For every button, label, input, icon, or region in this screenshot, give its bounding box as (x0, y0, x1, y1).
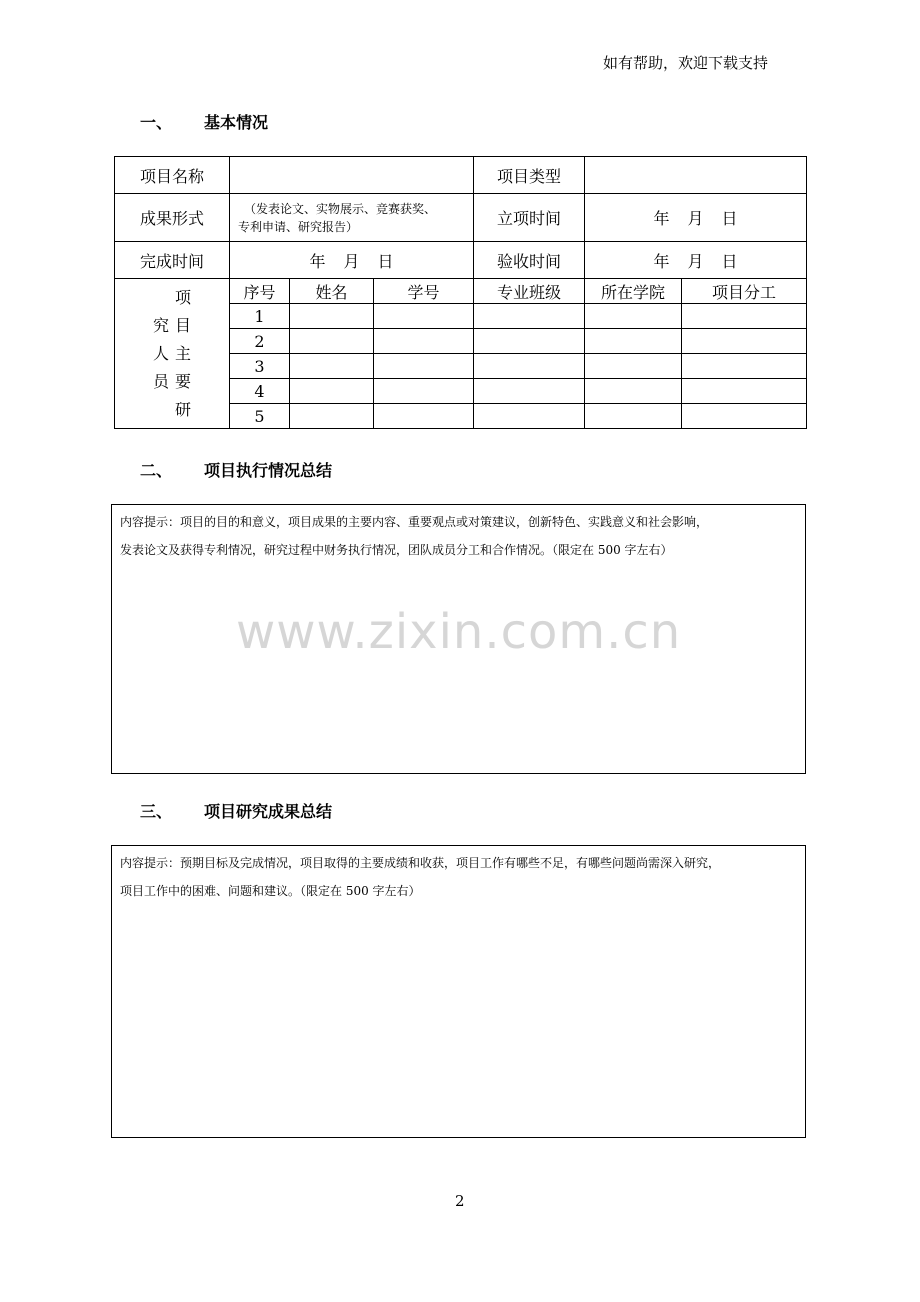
member-role-cell[interactable] (682, 329, 807, 354)
watermark-text: www.zixin.com.cn (236, 604, 682, 660)
accept-time-label: 验收时间 (474, 242, 585, 279)
date-year: 年 (309, 251, 326, 271)
member-name-cell[interactable] (290, 404, 374, 429)
members-label (115, 279, 230, 429)
result-form-label: 成果形式 (115, 194, 230, 242)
section-title-execution (140, 458, 332, 481)
members-label-char: 究 (152, 315, 169, 335)
member-id-cell[interactable] (374, 354, 474, 379)
accept-time-value[interactable] (585, 242, 807, 279)
member-class-cell[interactable] (474, 304, 585, 329)
header-major-class: 专业班级 (474, 279, 585, 304)
members-label-char: 员 (152, 371, 169, 391)
member-role-cell[interactable] (682, 304, 807, 329)
start-time-value[interactable] (585, 194, 807, 242)
section-number: 三、 (140, 802, 173, 821)
member-name-cell[interactable] (290, 304, 374, 329)
execution-hint-line1: 内容提示：项目的目的和意义，项目成果的主要内容、重要观点或对策建议，创新特色、实践意义和社会影响， (120, 515, 709, 529)
date-year: 年 (653, 251, 670, 271)
project-type-label: 项目类型 (474, 157, 585, 194)
members-label-char: 要 (174, 371, 191, 391)
section-title-text: 项目执行情况总结 (204, 461, 333, 480)
members-label-col2 (150, 284, 172, 396)
members-label-col1 (172, 284, 194, 424)
member-class-cell[interactable] (474, 354, 585, 379)
member-id-cell[interactable] (374, 379, 474, 404)
member-class-cell[interactable] (474, 329, 585, 354)
members-label-char: 项 (174, 287, 191, 307)
header-college: 所在学院 (585, 279, 682, 304)
result-form-hint-line2: 专利申请、研究报告） (238, 219, 359, 234)
basic-info-table (114, 156, 807, 429)
member-name-cell[interactable] (290, 379, 374, 404)
member-name-cell[interactable] (290, 354, 374, 379)
member-id-cell[interactable] (374, 329, 474, 354)
section-title-text: 项目研究成果总结 (204, 802, 333, 821)
finish-time-label: 完成时间 (115, 242, 230, 279)
members-label-char: 目 (174, 315, 191, 335)
date-day: 日 (721, 251, 738, 271)
members-label-char: 人 (152, 343, 169, 363)
member-class-cell[interactable] (474, 379, 585, 404)
date-day: 日 (377, 251, 394, 271)
section-title-text: 基本情况 (204, 113, 269, 132)
header-student-id: 学号 (374, 279, 474, 304)
section-title-results (140, 799, 332, 822)
date-year: 年 (653, 209, 670, 228)
member-college-cell[interactable] (585, 354, 682, 379)
member-index: 3 (230, 354, 290, 379)
results-hint-line2: 项目工作中的困难、问题和建议。（限定在 500 字左右） (120, 884, 421, 898)
project-name-label: 项目名称 (115, 157, 230, 194)
header-name: 姓名 (290, 279, 374, 304)
result-form-hint-line1: （发表论文、实物展示、竞赛获奖、 (244, 201, 437, 216)
members-label-char: 研 (174, 399, 191, 419)
result-form-value[interactable] (230, 194, 474, 242)
execution-hint-line2: 发表论文及获得专利情况，研究过程中财务执行情况，团队成员分工和合作情况。（限定在 500 字左右） (120, 543, 673, 557)
section-title-basic (140, 110, 268, 133)
date-month: 月 (687, 209, 704, 228)
member-id-cell[interactable] (374, 404, 474, 429)
member-index: 4 (230, 379, 290, 404)
section-number: 二、 (140, 461, 173, 480)
member-role-cell[interactable] (682, 354, 807, 379)
member-role-cell[interactable] (682, 379, 807, 404)
member-name-cell[interactable] (290, 329, 374, 354)
results-summary-box[interactable] (111, 845, 806, 1138)
member-college-cell[interactable] (585, 404, 682, 429)
member-college-cell[interactable] (585, 304, 682, 329)
date-day: 日 (721, 209, 738, 228)
start-time-label: 立项时间 (474, 194, 585, 242)
member-college-cell[interactable] (585, 379, 682, 404)
page-number: 2 (455, 1192, 465, 1210)
project-name-value[interactable] (230, 157, 474, 194)
header-note: 如有帮助，欢迎下载支持 (603, 54, 769, 72)
member-index: 1 (230, 304, 290, 329)
results-hint-line1: 内容提示：预期目标及完成情况，项目取得的主要成绩和收获，项目工作有哪些不足，有哪些问题尚需深入研究， (120, 856, 721, 870)
date-month: 月 (687, 251, 704, 271)
members-label-char: 主 (174, 343, 191, 363)
member-class-cell[interactable] (474, 404, 585, 429)
finish-time-value[interactable] (230, 242, 474, 279)
member-id-cell[interactable] (374, 304, 474, 329)
section-number: 一、 (140, 113, 173, 132)
member-index: 2 (230, 329, 290, 354)
member-index: 5 (230, 404, 290, 429)
date-month: 月 (343, 251, 360, 271)
member-role-cell[interactable] (682, 404, 807, 429)
member-college-cell[interactable] (585, 329, 682, 354)
header-role: 项目分工 (682, 279, 807, 304)
header-index: 序号 (230, 279, 290, 304)
project-type-value[interactable] (585, 157, 807, 194)
